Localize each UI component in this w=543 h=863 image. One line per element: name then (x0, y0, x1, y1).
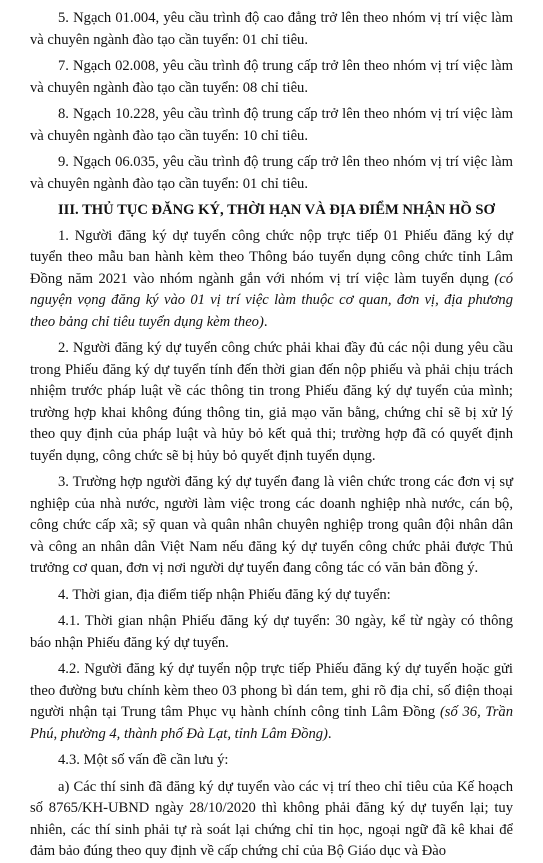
paragraph-4-2-text: 4.2. Người đăng ký dự tuyển nộp trực tiếp Phiếu đăng ký dự tuyển hoặc gửi theo đường bưu chính kèm theo 03 phong bì dán tem, ghi rõ địa chỉ, số điện thoại người nhận tại Trung tâm Phục vụ hành chính công tỉnh Lâm Đồng (30, 661, 513, 720)
paragraph-3: 3. Trường hợp người đăng ký dự tuyển đang là viên chức trong các đơn vị sự nghiệp của nhà nước, người làm việc trong các doanh nghiệp nhà nước, cán bộ, công chức cấp xã; sỹ quan và quân nhân chuyên nghiệp trong quân đội nhân dân và công an nhân dân Việt Nam nếu đăng ký dự tuyển công chức phải được Thủ trưởng cơ quan, đơn vị nơi người dự tuyển đang công tác có văn bản đồng ý. (30, 474, 513, 576)
paragraph-1-text: 1. Người đăng ký dự tuyển công chức nộp trực tiếp 01 Phiếu đăng ký dự tuyển theo mẫu ban hành kèm theo Thông báo tuyển dụng công chức tỉnh Lâm Đồng năm 2021 vào nhóm ngành gắn với nhóm vị trí việc làm tuyển dụng (30, 227, 513, 287)
paragraph-4-2 (30, 659, 513, 745)
paragraph-4-3: 4.3. Một số vấn đề cần lưu ý: (58, 752, 229, 768)
paragraph-4-2-end: . (327, 725, 332, 742)
paragraph-1-italic: (có nguyện vọng đăng ký vào 01 vị trí việc làm thuộc cơ quan, đơn vị, địa phương theo bảng chỉ tiêu tuyển dụng kèm theo) (30, 270, 513, 330)
section-heading: III. THỦ TỤC ĐĂNG KÝ, THỜI HẠN VÀ ĐỊA ĐIỂM NHẬN HỒ SƠ (58, 202, 495, 218)
paragraph-2: 2. Người đăng ký dự tuyển công chức phải khai đầy đủ các nội dung yêu cầu trong Phiếu đăng ký dự tuyển tính đến thời gian đến nộp phiếu và phải chịu trách nhiệm trước pháp luật về các thông tin trong Phiếu đăng ký dự tuyển của mình; trường hợp khai không đúng thông tin, giả mạo văn bằng, chứng chỉ sẽ bị xử lý theo quy định của pháp luật và hủy bỏ kết quả thi; trường hợp đã có quyết định tuyển dụng, công chức sẽ bị hủy bỏ quyết định tuyển dụng. (30, 340, 513, 464)
paragraph-4-2-italic: (số 36, Trần Phú, phường 4, thành phố Đà Lạt, tỉnh Lâm Đồng) (30, 704, 514, 742)
paragraph-a: a) Các thí sinh đã đăng ký dự tuyển vào các vị trí theo chỉ tiêu của Kế hoạch số 8765/KH-UBND ngày 28/10/2020 thì không phải đăng ký dự tuyển lại; tuy nhiên, các thí sinh phải tự rà soát lại chứng chỉ tin học, ngoại ngữ đã kê khai để đảm bảo đúng theo quy định về cấp chứng chỉ của Bộ Giáo dục và Đào (30, 778, 513, 859)
item-7: 7. Ngạch 02.008, yêu cầu trình độ trung cấp trở lên theo nhóm vị trí việc làm và chuyên ngành đào tạo cần tuyển: 08 chỉ tiêu. (30, 58, 513, 96)
item-5: 5. Ngạch 01.004, yêu cầu trình độ cao đẳng trở lên theo nhóm vị trí việc làm và chuyên ngành đào tạo cần tuyển: 01 chỉ tiêu. (30, 10, 513, 48)
paragraph-1-end: . (263, 313, 268, 330)
paragraph-4: 4. Thời gian, địa điểm tiếp nhận Phiếu đăng ký dự tuyển: (58, 586, 391, 603)
paragraph-1 (30, 226, 513, 334)
paragraph-4-1: 4.1. Thời gian nhận Phiếu đăng ký dự tuyển: 30 ngày, kể từ ngày có thông báo nhận Phiếu đăng ký dự tuyển. (30, 613, 513, 651)
item-8: 8. Ngạch 10.228, yêu cầu trình độ trung cấp trở lên theo nhóm vị trí việc làm và chuyên ngành đào tạo cần tuyển: 10 chỉ tiêu. (30, 106, 513, 144)
item-9: 9. Ngạch 06.035, yêu cầu trình độ trung cấp trở lên theo nhóm vị trí việc làm và chuyên ngành đào tạo cần tuyển: 01 chỉ tiêu. (30, 154, 513, 192)
